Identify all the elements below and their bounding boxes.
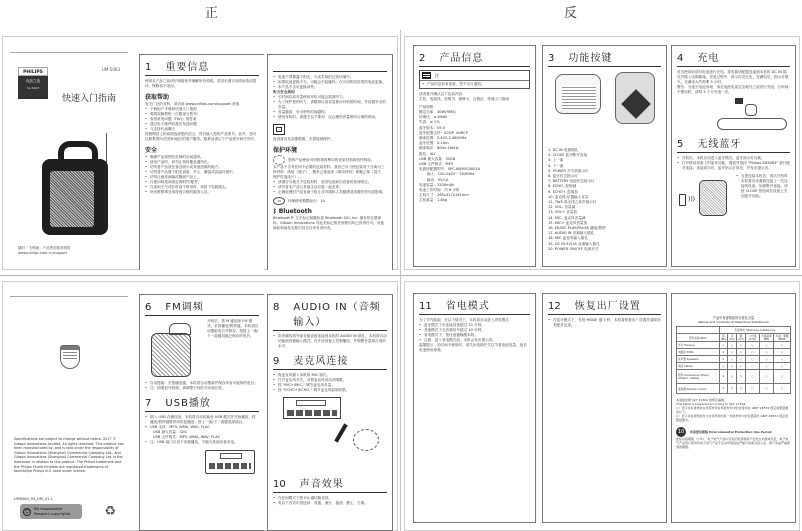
eco-intro: 为了节约能源，在以下情况下，本机将自动进入省电模式： xyxy=(419,318,513,322)
recycle-icon xyxy=(273,155,285,165)
table-row xyxy=(677,363,791,370)
speaker-front-diagram xyxy=(555,74,601,114)
table-row xyxy=(677,349,791,356)
spec-line: 阻抗：4Ω xyxy=(419,151,435,156)
spec-line: 蓝牙版本：V5.0 xyxy=(419,125,446,130)
section-number: 3 xyxy=(548,53,555,64)
table-cell: ○ xyxy=(737,356,746,363)
microphone-icon xyxy=(334,423,347,442)
table-cell: ○ xyxy=(760,370,774,384)
table-cell: 外壳 Housing xyxy=(677,342,720,349)
section-12-page xyxy=(542,293,667,523)
legend-item: 6. 蓝牙状态指示灯 xyxy=(548,174,578,179)
section-6-7-page xyxy=(139,294,264,531)
back-side-label: 反 xyxy=(564,6,578,21)
legend-item: 17. AUDIO IN 音频输入插孔 xyxy=(548,231,595,236)
table-cell: ○ xyxy=(728,342,737,349)
cover-footer xyxy=(18,246,71,256)
plug-icon xyxy=(735,98,743,104)
section-4-5-page xyxy=(671,45,796,267)
help-text: 有关广泛的支持，请访问 www.philips.com/support 获取： xyxy=(145,102,243,106)
note-icon xyxy=(422,72,431,79)
table-cell: ○ xyxy=(728,356,737,363)
cover-footer-line1: 随时「飞利浦」产品售后服务网络 xyxy=(18,246,71,250)
spec-line: 蓝牙配置文件：A2DP, AVRCP xyxy=(419,130,468,135)
table-cell: 电路板 PCBA xyxy=(677,349,720,356)
section-header xyxy=(145,298,259,316)
environment-item: • 请遵守当地关于包装材料、废旧电池和旧设备的处理规定。 xyxy=(273,180,387,185)
eq-item: • 在任何模式下按 EQ 键切换音效。 xyxy=(273,496,387,501)
help-note: 按照网站上的说明选择您的语言，然后输入您的产品型号。此外，您可以联系您所在国家/地区的客户服务。联系前请记下产品型号和序列号。 xyxy=(145,132,258,141)
section-1-page xyxy=(139,54,264,270)
table-cell: × xyxy=(719,370,728,384)
environment-text: 本产品不含有任何不必要的包装材料。我们已尽力使包装易于分离为三种材料：纸板（箱子）、聚苯乙烯泡沫（缓冲材料）和聚乙烯（袋子、保护性泡沫片）。 xyxy=(273,165,385,179)
mic-item: • 将麦克风插入本机的 MIC 插孔。 xyxy=(273,373,387,378)
legend-item: 2. CLOSE 蓝牙断开连接 xyxy=(548,153,588,158)
table-cell: × xyxy=(719,349,728,356)
reset-item: • 在蓝牙模式下，长按 MODE 键 5 秒，本机将恢复出厂设置并清除所有配对记录。 xyxy=(548,318,661,328)
philips-shield-icon xyxy=(60,345,80,369)
eco-item: • 省电模式下，按任意键唤醒本机。 xyxy=(419,333,530,338)
table-cell: × xyxy=(719,356,728,363)
legend-item: 18. MIC 麦克风输入插孔 xyxy=(548,236,588,241)
env-period-text: 环保使用期限标识：10 xyxy=(288,199,325,203)
table-cell: ○ xyxy=(737,349,746,356)
section-8-9-10-page xyxy=(267,294,393,531)
table-cell: 附件 Accessories (Power adaptor, cables) xyxy=(677,370,720,384)
badge-line1: Be responsible xyxy=(34,506,62,511)
table-header: 镉 (Cd) xyxy=(738,335,744,341)
section-number: 7 xyxy=(145,398,152,409)
table-cell: ○ xyxy=(737,384,746,394)
bluetooth-note: • 当您连接本机后，再次开机时本机将自动重新连接上一次连接的设备。如需断开连接，请按 CLOSE 按钮或在设备上关闭蓝牙功能。 xyxy=(736,174,790,219)
spec-line: 输出：5V/1A xyxy=(427,177,449,182)
back-cover-page xyxy=(10,296,128,524)
legend-item: 12. VOL- 音量减 xyxy=(548,205,576,210)
legend-item: 10. 麦克风/乐器输入音量 xyxy=(548,194,589,199)
safety-item: • 切勿让液体滴落或溅到产品上。 xyxy=(145,175,259,180)
safety-item: • 仅使用制造商指定的附件/配件。 xyxy=(145,180,259,185)
usb-item: • USB 支持：MP3, WMA, WAV, FLAC xyxy=(145,425,259,430)
table-cell: ○ xyxy=(719,342,728,349)
usb-spec: USB 文件格式：MP3, WMA, WAV, FLAC xyxy=(153,435,221,440)
table-cell: ○ xyxy=(728,363,737,370)
section-number: 2 xyxy=(419,53,426,64)
section-title: AUDIO IN（音频输入） xyxy=(293,302,381,328)
section-title: 声音效果 xyxy=(299,479,344,490)
section-number: 8 xyxy=(273,302,280,313)
environment-item: • 请勿将本产品与其他生活垃圾一起丢弃。 xyxy=(273,185,387,190)
section-number: 5 xyxy=(677,139,684,150)
class-ii-note: 此设备具有双重绝缘，无需接地保护。 xyxy=(273,137,335,141)
spec-line: 电池工作时间：约 6 小时 xyxy=(419,188,460,193)
rohs-o-note: ○：表示该有害物质在该部件所有均质材料中的含量均在 GB/T 26572 规定的限量要求以下。 xyxy=(676,406,789,414)
section-title: 省电模式 xyxy=(445,301,490,312)
section-number: 10 xyxy=(273,479,286,490)
cover-page xyxy=(10,52,128,264)
table-cell: ○ xyxy=(719,363,728,370)
microphone-diagram xyxy=(273,395,387,473)
table-cell: × xyxy=(719,384,728,394)
battery-item: • 电池不得暴露于阳光、火或类似的过热环境中。 xyxy=(273,75,387,80)
front-side-label: 正 xyxy=(205,6,219,21)
note-box xyxy=(419,70,530,89)
section-title: 重要信息 xyxy=(165,62,210,73)
spec-title: 产品规格： xyxy=(419,105,437,109)
environment-item: • 正确处理旧产品有助于防止对环境和人类健康造成潜在的负面影响。 xyxy=(273,190,387,195)
spec-line: USB 文件格式：MP3 xyxy=(419,162,454,167)
legend-item: 9. ECHO+ 混响加 xyxy=(548,189,578,194)
legend-item: 8. ECHO- 混响减 xyxy=(548,184,577,189)
audio-in-text: • 用音频线将外部音频设备连接到本机的 AUDIO IN 插孔，本机将自动切换到音频输入模式。在外部设备上控制播放，并调整音量到合适的水平。 xyxy=(273,334,387,349)
table-cell: ○ xyxy=(745,349,759,356)
table-row xyxy=(677,342,791,349)
section-title: 功能按键 xyxy=(568,53,613,64)
legend-item: 3. 上一曲 xyxy=(548,158,564,163)
subheading-hearing: 听力安全须知 xyxy=(273,90,295,94)
button-legend-list xyxy=(548,148,663,252)
spec-line: 信噪比：≥ 65dB xyxy=(419,115,447,120)
recycle-icon: ♻ xyxy=(104,504,116,519)
safety-item: • 使用产品时，切勿让物体覆盖通风孔。 xyxy=(145,160,259,165)
mic-item: • 打开麦克风开关，对着麦克风说话或唱歌。 xyxy=(273,378,387,383)
table-header: 铅 (Pb) xyxy=(720,335,726,341)
section-header xyxy=(548,297,661,315)
usb-note: • 注：USB 接口仅用于音频播放，不能为其他设备充电。 xyxy=(145,440,259,445)
table-header: 多溴二苯醚 PBDE xyxy=(773,334,790,342)
rohs-x-note: ×：表示该有害物质至少在该部件的某一均质材料中的含量超出 GB/T 26572 规定的限量要求。 xyxy=(676,414,789,422)
subheading-help: 获取帮助 xyxy=(145,94,170,101)
badge-line2: Respect copyrights xyxy=(34,510,71,516)
eco-item: • 注意：进入省电模式前，本机会发出提示音。 xyxy=(419,338,530,343)
model-number: UM-5063 xyxy=(101,67,120,72)
legend-item: 4. 下一曲 xyxy=(548,163,564,168)
section-header xyxy=(145,58,259,76)
rohs-page xyxy=(671,293,796,523)
table-cell: ○ xyxy=(728,370,737,384)
section-number: 1 xyxy=(145,62,152,73)
eco-item: • 其他模式下无音频信号超过 10 分钟。 xyxy=(419,328,530,333)
spec-line: 主机尺寸：269x317x161mm xyxy=(419,193,469,198)
table-header: 有害物质 Hazardous Substances xyxy=(719,327,790,334)
table-row xyxy=(677,370,791,384)
spec-line: 失真：≤ 1% xyxy=(419,120,440,125)
mic-item: • 按 "MIC+/MIC-" 调节麦克风音量。 xyxy=(273,383,387,388)
table-cell: ○ xyxy=(728,384,737,394)
section-number: 11 xyxy=(419,301,432,312)
legend-item: 19. DC IN 5V/1A 直流输入插孔 xyxy=(548,241,600,246)
safety-item: • 切勿将产品放在靠近明火或其他热源的地方。 xyxy=(145,165,259,170)
epup-10-icon: 10 xyxy=(677,429,685,435)
note-label: 注 xyxy=(435,72,439,78)
env-period-icon: 10 xyxy=(273,197,285,205)
spec-line: 输入：100-240V~ 50/60Hz xyxy=(427,172,475,177)
package-intro: 请查看并确认以下包装内容： xyxy=(419,92,466,96)
be-responsible-badge xyxy=(20,504,82,519)
section-header xyxy=(419,297,530,315)
bluetooth-title: Bluetooth xyxy=(278,208,312,215)
hearing-item: • 为了保护您的听力，请限制以高音量使用耳机的时间，并设置安全的音量。 xyxy=(273,100,387,110)
help-item: • 与支持代表聊天 xyxy=(145,127,259,132)
rohs-title: 产品中有害物质的名称及含量 xyxy=(712,316,755,320)
cover-title: 快速入门指南 xyxy=(62,94,117,104)
subheading-environment: 保护环境 xyxy=(273,147,298,154)
section-header xyxy=(273,352,387,370)
section-3-page xyxy=(542,45,667,267)
section-number: 6 xyxy=(145,302,152,313)
cover-footer-url: www.philips.com.cn/support xyxy=(18,251,68,255)
charging-text: 首次使用前请对电池进行充电。将电源适配器连接到本机的 DC IN 插孔并插入电源插座。充电过程中，指示灯亮红色；充满电后，指示灯熄灭。充满电大约需要 5 小时。 xyxy=(677,70,789,84)
brand-name: PHILIPS xyxy=(18,67,48,76)
table-cell: ○ xyxy=(773,356,790,363)
usb-spec: USB 最大容量：32G xyxy=(153,430,187,434)
fm-item: • 注：如果信号较弱，请调整天线的方向和长度。 xyxy=(145,386,259,391)
recycle-text: 您的产品使用可回收和再利用的优质材料和组件制造。 xyxy=(288,158,375,162)
bluetooth-logo: ᛒ Bluetooth xyxy=(273,208,312,215)
table-cell: 电线 Cables xyxy=(677,363,720,370)
table-cell: ○ xyxy=(760,349,774,356)
table-cell: ○ xyxy=(773,384,790,394)
hearing-item: • 长时间以高音量使用耳机可能会损害听力。 xyxy=(273,95,387,100)
hearing-item: • 音量越高，安全聆听时间越短。 xyxy=(273,110,387,115)
legend-item: 16. MUSIC PLAY/PAUSE 播放/暂停 xyxy=(548,226,606,231)
section-header xyxy=(677,49,790,67)
help-item: • 下载用户手册和快速入门指南 xyxy=(145,107,259,112)
legend-item: 11. TWS 真无线立体声指示灯 xyxy=(548,200,597,205)
section-2-page xyxy=(413,45,536,267)
legend-item: 15. MIC+ 麦克风音量加 xyxy=(548,220,588,225)
section-11-page xyxy=(413,293,536,523)
hearing-item: • 使用耳机时，请遵守以下准则：以合理的音量聆听合理的时间。 xyxy=(273,115,387,120)
section-header xyxy=(548,49,661,67)
legend-item: 1. DC IN 电源插孔 xyxy=(548,148,579,152)
bluetooth-text: Bluetooth® 文字标记和徽标是 Bluetooth SIG, Inc. 拥有的注册商标，Gibson Innovations 对此类标记的任何使用均已获得许可。其他商标和商品名称归其各自所有者所有。 xyxy=(273,216,385,230)
section-header xyxy=(677,135,790,153)
blank-header-rule xyxy=(273,58,387,72)
table-cell: ○ xyxy=(745,363,759,370)
spec-line: 蓝牙范围：0-10m xyxy=(419,141,449,146)
table-header: 多溴联苯 PBB xyxy=(761,335,772,341)
section-title: FM调频 xyxy=(165,302,204,313)
section-title: 麦克风连接 xyxy=(293,356,349,367)
spec-line: 额定功率：30W(RMS) xyxy=(419,110,456,114)
table-cell: 遥控器 Remote control xyxy=(677,384,720,394)
brand-code: SL-5063 xyxy=(26,86,40,90)
section-1-continued-page xyxy=(267,54,393,270)
section-header xyxy=(273,475,387,493)
help-item: • 查找常见问题（FAQ）的答案 xyxy=(145,117,259,122)
bluetooth-diagram xyxy=(677,174,732,219)
eco-item: • 蓝牙模式下未连接设备超过 10 分钟。 xyxy=(419,323,530,328)
table-cell: ○ xyxy=(760,356,774,363)
legend-item: 7. BATTERY 电池状态指示灯 xyxy=(548,179,595,184)
section-header xyxy=(273,298,387,331)
section-title: 恢复出厂设置 xyxy=(574,301,641,312)
table-cell: ○ xyxy=(745,356,759,363)
table-cell: ○ xyxy=(773,342,790,349)
mic-item: • 按 "ECHO+/ECHO-" 调节麦克风混响效果。 xyxy=(273,388,387,393)
document-code: UM5063_93_UM_V1.1 xyxy=(14,497,53,501)
class-ii-symbol-icon xyxy=(273,124,285,135)
legend-item: 5. POWER 开关机指示灯 xyxy=(548,168,589,173)
charging-warning: 警告：为延长电池寿命，请在电池电量完全耗尽之前进行充电。长时间不使用时，请每 3 个月充电一次。 xyxy=(677,85,789,94)
table-cell: ○ xyxy=(737,363,746,370)
safety-item: • 切勿将产品置于阳光直射、多尘、潮湿或高温环境中。 xyxy=(145,170,259,175)
spec-line: 主机重量：1.8kg xyxy=(419,198,448,203)
table-cell: ○ xyxy=(737,370,746,384)
eq-item: • 有以下音效可供选择：普通、流行、摇滚、爵士、古典。 xyxy=(273,501,387,506)
speaker-top-diagram xyxy=(615,72,655,124)
battery-item: • 如果电池更换不当，可能会引起爆炸。仅可用相同类型的电池更换。 xyxy=(273,80,387,85)
rohs-subtitle: Names and Contents of Hazardous Substances xyxy=(698,320,769,324)
section-number: 9 xyxy=(273,356,280,367)
signal-icon: ))) xyxy=(688,196,696,203)
fm-item: • 自动搜索：长按播放键，本机将自动搜索并保存所有可接收的电台。 xyxy=(145,381,259,386)
section-title: 无线蓝牙 xyxy=(697,139,742,150)
section-number: 4 xyxy=(677,53,684,64)
fm-antenna-diagram xyxy=(145,319,203,381)
help-item: • 通过电子邮件向我们发送问题 xyxy=(145,122,259,127)
section-number: 12 xyxy=(548,301,561,312)
charging-diagram xyxy=(677,98,790,132)
spec-line: USB 最大容量：32GB xyxy=(419,156,456,161)
table-cell: ○ xyxy=(760,363,774,370)
legend-item: 20. POWER ON/OFF 电源开关 xyxy=(548,246,599,251)
section-title: 产品信息 xyxy=(439,53,484,64)
table-header: 汞 (Hg) xyxy=(729,335,735,341)
hazardous-substances-table xyxy=(676,326,791,394)
spec-line: 电池容量：1200mAh xyxy=(419,182,455,187)
fm-instructions: 开机后，按 M 键选择 FM 模式。长按播放/暂停键，本机将自动搜索电台并保存。短按上一曲/下一曲键切换已保存的电台。 xyxy=(207,319,259,338)
section-header xyxy=(419,49,530,67)
safety-item: • 确保产品周围有足够的空间通风。 xyxy=(145,155,259,160)
rohs-standard-note: 本表格依据 SJ/T 11364 的规定编制。 xyxy=(676,398,728,402)
table-cell: ○ xyxy=(737,342,746,349)
copyright-circle-icon: ☺ xyxy=(24,508,30,515)
table-cell: ○ xyxy=(745,384,759,394)
safety-item: • 在雷雨天气或长时间不使用时，请拔下电源插头。 xyxy=(145,185,259,190)
spec-line: 电源适配器型号：SPC-AW0503001A xyxy=(419,167,481,172)
battery-item: • 本产品不含可更换部件。 xyxy=(273,85,387,90)
table-header: 六价铬 Cr(VI) xyxy=(745,334,759,342)
package-contents: 主机，电源线，说明书，保修卡，合格证，快速入门指南 xyxy=(419,97,509,101)
section-title: 充电 xyxy=(697,53,720,64)
spec-line: 频率范围：2.402-2.480GHz xyxy=(419,136,467,141)
table-cell: ○ xyxy=(773,349,790,356)
table-cell: ○ xyxy=(760,384,774,394)
philips-logo xyxy=(18,67,48,99)
table-cell: ○ xyxy=(728,349,737,356)
usb-item: • 插入 USB 存储设备，本机将自动切换至 USB 模式并开始播放。按播放/暂停键暂停或恢复播放；按上一曲/下一曲键选择曲目。 xyxy=(145,415,259,425)
table-cell: ○ xyxy=(745,370,759,384)
epup-title: 环保使用期限 Environmental Protection Use Period xyxy=(690,429,772,434)
table-header xyxy=(677,327,720,334)
safety-item: • 所有维修事宜请咨询合格的服务人员。 xyxy=(145,190,259,195)
table-row xyxy=(677,356,791,363)
help-item: • 观看视频教程（仅限部分型号） xyxy=(145,112,259,117)
subheading-safety: 安全 xyxy=(145,147,158,154)
speaker-icon xyxy=(699,180,727,216)
bluetooth-step: • 开机后，本机自动进入蓝牙模式，蓝牙指示灯闪烁。 xyxy=(677,156,790,161)
section-title: USB播放 xyxy=(165,398,211,409)
table-cell: ○ xyxy=(773,370,790,384)
legend-item: 14. MIC- 麦克风音量减 xyxy=(548,215,586,220)
rohs-standard-note-en: This table is prepared according to SJ/T 11364. xyxy=(676,402,747,406)
bluetooth-step: • 打开移动设备上的蓝牙功能，搜索并选择 "Philips SD5063" 进行配对连接。连接成功后，蓝牙指示灯常亮，并发出提示音。 xyxy=(677,161,790,171)
section-header xyxy=(145,394,259,412)
legal-text: Specifications are subject to change without notice. 2017 © Gibson Innovations Limited. All rights reserved. This product has been manufactured by, and is sold under the responsibility of Gibson Innovations (Shanghai) Commercial Company Ltd., and Gibson Innovations (Shanghai) Commercial Company Ltd. is the warrantor in relation to this product. The Philips trademark and the Philips Shield Emblem are registered trademarks of Koninklijke Philips N.V. used under license. xyxy=(14,437,124,474)
intro-text: 使用本产品之前请仔细阅读并理解所有说明。若因未遵守说明而造成损坏，保修将不适用。 xyxy=(145,79,257,88)
table-header: 部件名称 Parts xyxy=(677,334,720,342)
spec-line: 频率响应：80Hz-16kHz xyxy=(419,146,459,151)
legend-item: 13. VOL+ 音量加 xyxy=(548,210,578,215)
table-row xyxy=(677,384,791,394)
table-cell: 扬声器 Speakers xyxy=(677,356,720,363)
horizontal-fold-divider xyxy=(0,275,802,276)
eco-tip: 温馨提示：长时间不使用时，请关闭电源开关以节省电池电量，延长电池使用寿命。 xyxy=(419,343,527,352)
epup-text: 此标识指期限（十年），电子电气产品中含有的有害物质不会发生外泄或突变，电子电气产品用户使用该电子电气产品不会对环境造成严重污染或对其人身、财产造成严重损害的期限。 xyxy=(676,437,791,449)
note-text: • 产品信息如有更改，恕不另行通知。 xyxy=(422,82,527,87)
brand-sub: 优品之选 xyxy=(26,79,40,83)
phone-icon xyxy=(679,194,686,206)
table-cell: ○ xyxy=(745,342,759,349)
table-cell: ○ xyxy=(773,363,790,370)
table-cell: ○ xyxy=(760,342,774,349)
usb-panel-diagram xyxy=(145,448,259,478)
vertical-side-divider xyxy=(400,30,401,531)
